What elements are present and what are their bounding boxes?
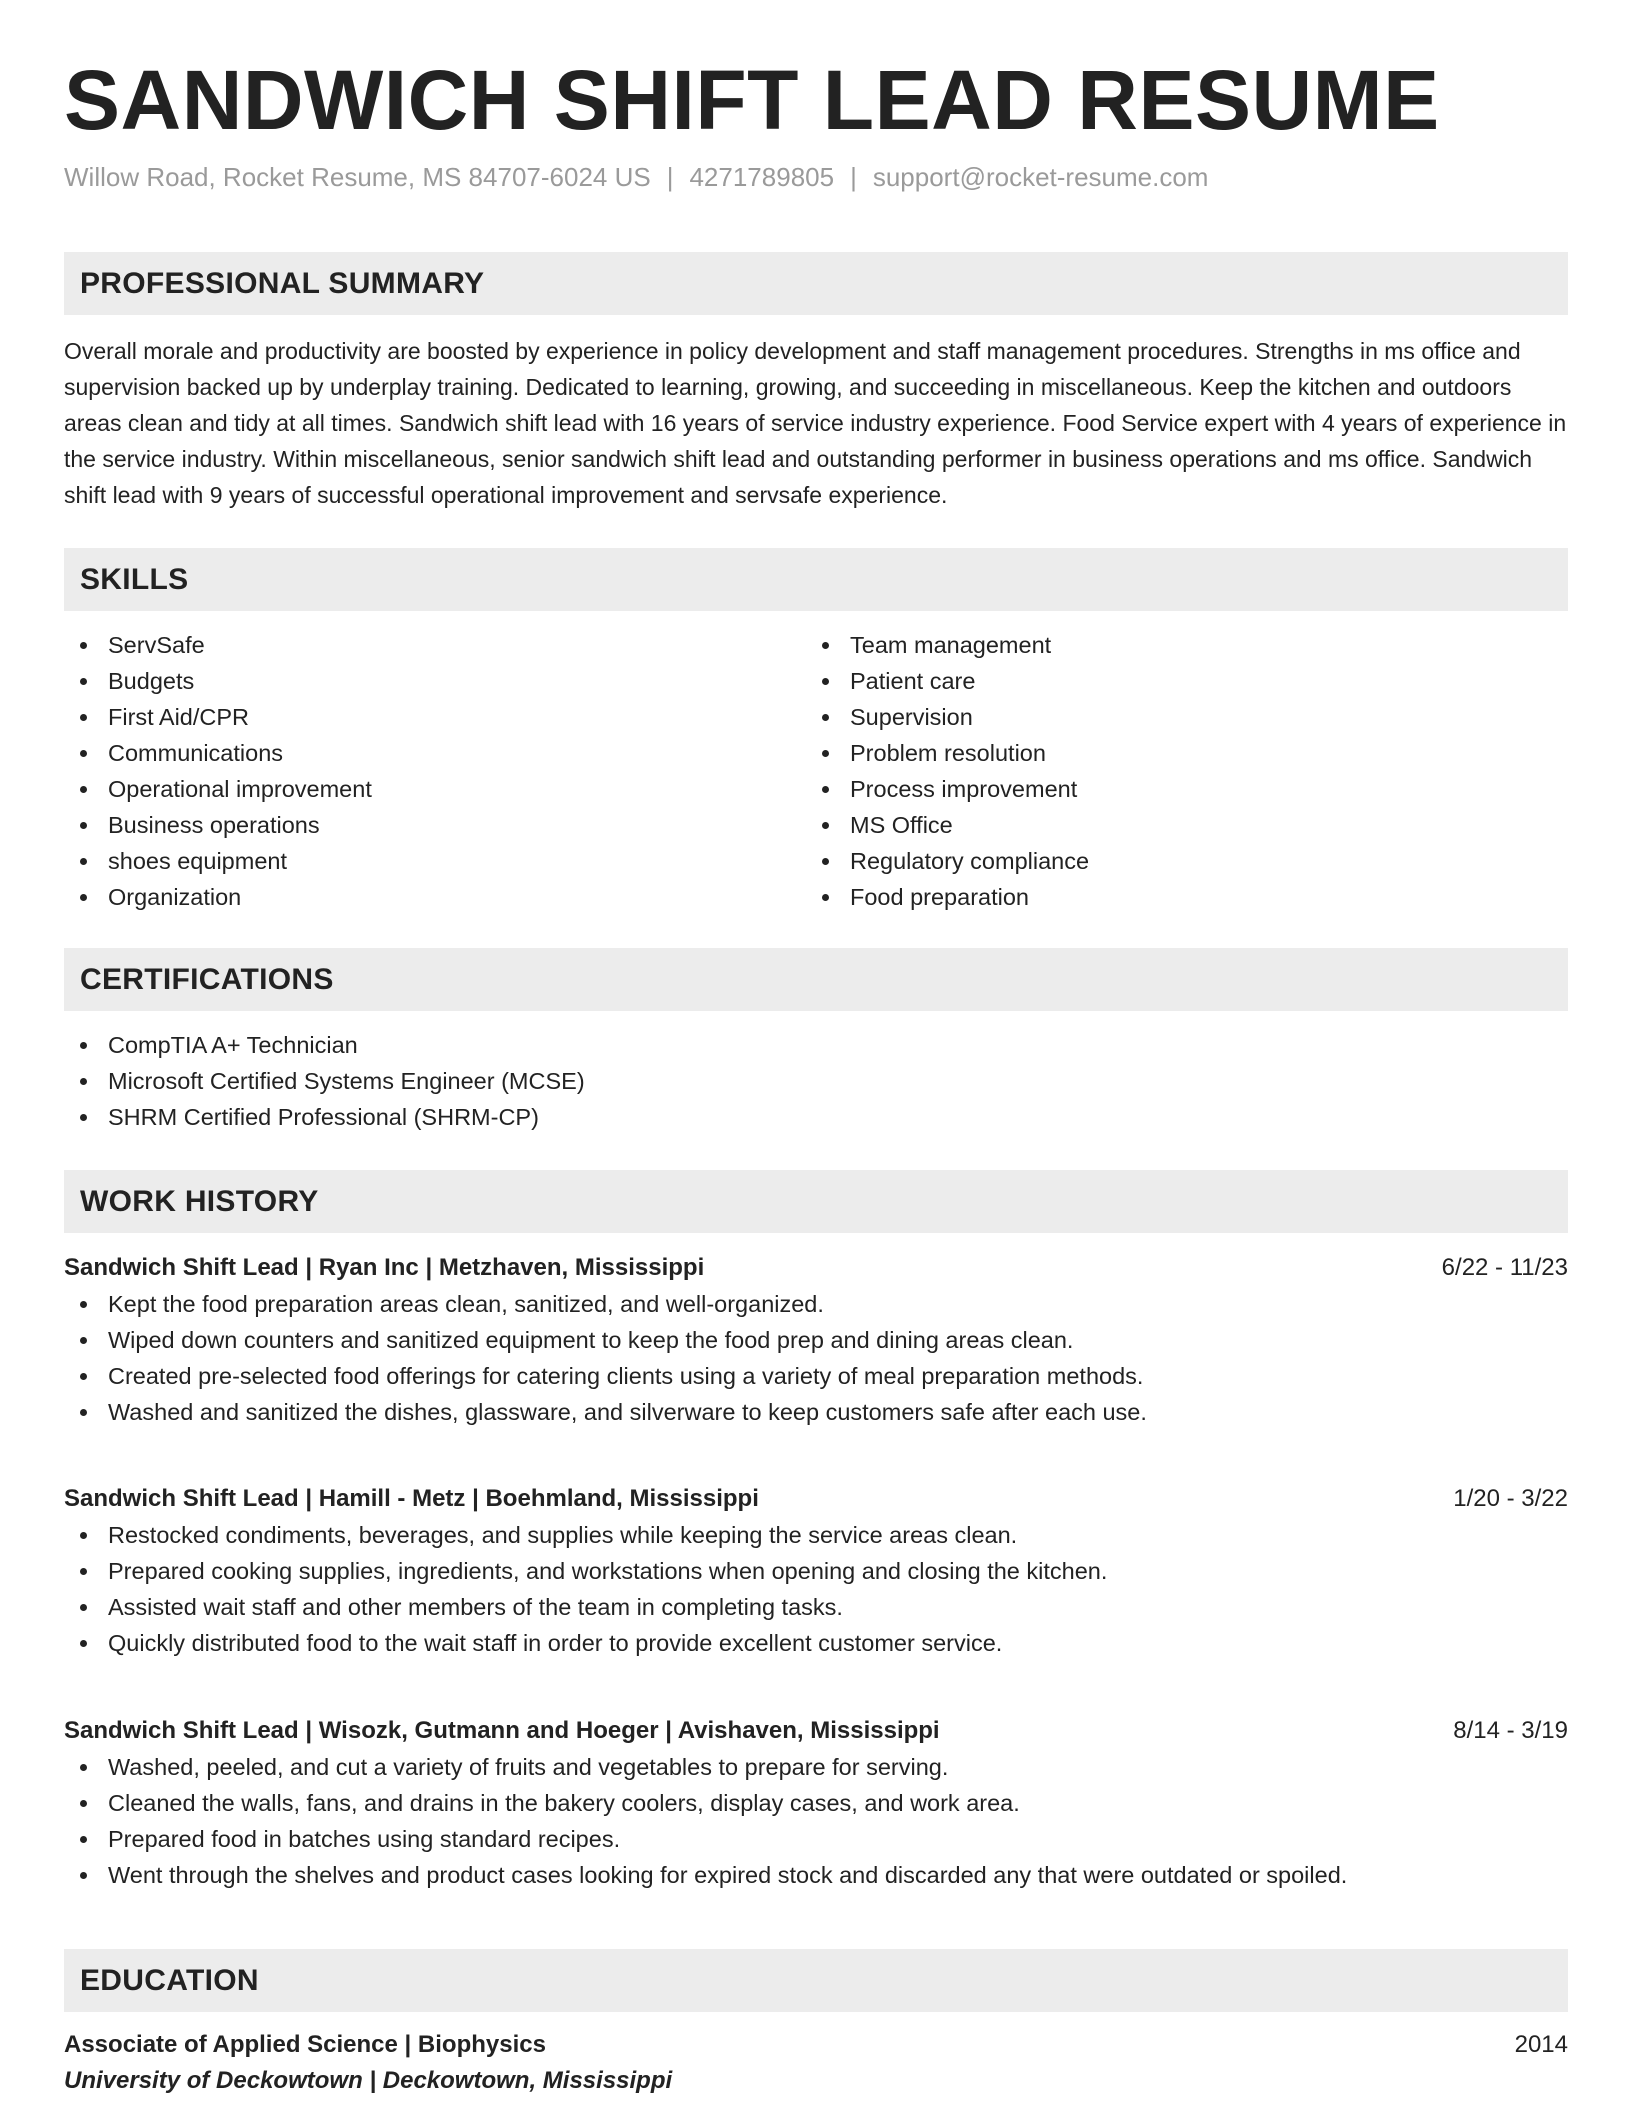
- job-bullet: Washed and sanitized the dishes, glassware, and silverware to keep customers safe after each use.: [64, 1394, 1568, 1430]
- skill-item: Problem resolution: [806, 735, 1506, 771]
- job-entry: [64, 1481, 1568, 1661]
- certification-item: SHRM Certified Professional (SHRM-CP): [64, 1099, 1568, 1135]
- job-header: [64, 1481, 1568, 1517]
- job-dates: 1/20 - 3/22: [1453, 1485, 1568, 1512]
- job-bullet: Created pre-selected food offerings for catering clients using a variety of meal preparation methods.: [64, 1358, 1568, 1394]
- skill-item: Supervision: [806, 699, 1506, 735]
- job-bullet: Assisted wait staff and other members of the team in completing tasks.: [64, 1589, 1568, 1625]
- skills-right-list: [806, 627, 1506, 915]
- education-header: [64, 2027, 1568, 2063]
- skill-item: Communications: [64, 735, 764, 771]
- certification-item: CompTIA A+ Technician: [64, 1027, 1568, 1063]
- skill-item: MS Office: [806, 807, 1506, 843]
- contact-email[interactable]: support@rocket-resume.com: [872, 162, 1209, 192]
- certifications-block: [64, 1027, 1568, 1135]
- education-degree: Associate of Applied Science | Biophysics: [64, 2031, 546, 2058]
- skill-item: ServSafe: [64, 627, 764, 663]
- job-bullet: Cleaned the walls, fans, and drains in the bakery coolers, display cases, and work area.: [64, 1785, 1568, 1821]
- work-section-title: WORK HISTORY: [80, 1185, 319, 1218]
- education-entry: [64, 2027, 1568, 2099]
- certifications-list: [64, 1027, 1568, 1135]
- job-bullet: Kept the food preparation areas clean, sanitized, and well-organized.: [64, 1286, 1568, 1322]
- contact-address: Willow Road, Rocket Resume, MS 84707-6024 US: [64, 162, 651, 192]
- skill-item: Patient care: [806, 663, 1506, 699]
- contact-separator: |: [850, 162, 857, 192]
- work-section-header: [64, 1170, 1568, 1233]
- job-title: Sandwich Shift Lead | Wisozk, Gutmann and Hoeger | Avishaven, Mississippi: [64, 1717, 940, 1744]
- job-bullet: Restocked condiments, beverages, and supplies while keeping the service areas clean.: [64, 1517, 1568, 1553]
- education-section-title: EDUCATION: [80, 1964, 259, 1997]
- skills-left-column: [64, 627, 764, 915]
- skill-item: First Aid/CPR: [64, 699, 764, 735]
- resume-page: [64, 0, 1568, 2094]
- summary-section-title: PROFESSIONAL SUMMARY: [80, 267, 485, 300]
- job-title: Sandwich Shift Lead | Hamill - Metz | Boehmland, Mississippi: [64, 1485, 759, 1512]
- summary-text: Overall morale and productivity are boosted by experience in policy development and staff management procedures. Strengths in ms office and supervision backed up by underplay training. Dedicated to learning, growing, and succeeding in miscellaneous. Keep the kitchen and outdoors areas clean and tidy at all times. Sandwich shift lead with 16 years of service industry experience. Food Service expert with 4 years of experience in the service industry. Within miscellaneous, senior sandwich shift lead and outstanding performer in business operations and ms office. Sandwich shift lead with 9 years of successful operational improvement and servsafe experience.: [64, 338, 1567, 508]
- job-header: [64, 1250, 1568, 1286]
- job-header: [64, 1713, 1568, 1749]
- job-bullet: Washed, peeled, and cut a variety of fruits and vegetables to prepare for serving.: [64, 1749, 1568, 1785]
- job-title: Sandwich Shift Lead | Ryan Inc | Metzhaven, Mississippi: [64, 1254, 705, 1281]
- job-entry: [64, 1713, 1568, 1893]
- job-bullets: [64, 1749, 1568, 1893]
- skills-left-list: [64, 627, 764, 915]
- skill-item: Operational improvement: [64, 771, 764, 807]
- job-entry: [64, 1250, 1568, 1430]
- job-bullet: Quickly distributed food to the wait staff in order to provide excellent customer service.: [64, 1625, 1568, 1661]
- contact-separator: |: [666, 162, 674, 192]
- skills-right-column: [806, 627, 1506, 915]
- skill-item: Food preparation: [806, 879, 1506, 915]
- skills-section-title: SKILLS: [80, 563, 189, 596]
- education-school: University of Deckowtown | Deckowtown, Mississippi: [64, 2067, 673, 2094]
- summary-section-header: [64, 252, 1568, 315]
- certification-item: Microsoft Certified Systems Engineer (MCSE): [64, 1063, 1568, 1099]
- skill-item: Regulatory compliance: [806, 843, 1506, 879]
- job-bullet: Went through the shelves and product cases looking for expired stock and discarded any that were outdated or spoiled.: [64, 1857, 1568, 1893]
- job-bullet: Prepared cooking supplies, ingredients, and workstations when opening and closing the kitchen.: [64, 1553, 1568, 1589]
- job-bullets: [64, 1286, 1568, 1430]
- job-bullet: Wiped down counters and sanitized equipment to keep the food prep and dining areas clean.: [64, 1322, 1568, 1358]
- skill-item: shoes equipment: [64, 843, 764, 879]
- certifications-section-header: [64, 948, 1568, 1011]
- job-bullets: [64, 1517, 1568, 1661]
- skill-item: Organization: [64, 879, 764, 915]
- job-dates: 6/22 - 11/23: [1441, 1254, 1568, 1281]
- skill-item: Team management: [806, 627, 1506, 663]
- skill-item: Business operations: [64, 807, 764, 843]
- job-bullet: Prepared food in batches using standard recipes.: [64, 1821, 1568, 1857]
- education-year: 2014: [1514, 2031, 1568, 2058]
- job-dates: 8/14 - 3/19: [1453, 1717, 1568, 1744]
- contact-phone: 4271789805: [689, 162, 835, 192]
- skill-item: Budgets: [64, 663, 764, 699]
- contact-line: [64, 160, 1568, 194]
- education-section-header: [64, 1949, 1568, 2012]
- skills-section-header: [64, 548, 1568, 611]
- skill-item: Process improvement: [806, 771, 1506, 807]
- certifications-section-title: CERTIFICATIONS: [80, 963, 334, 996]
- resume-title: SANDWICH SHIFT LEAD RESUME: [64, 53, 1440, 147]
